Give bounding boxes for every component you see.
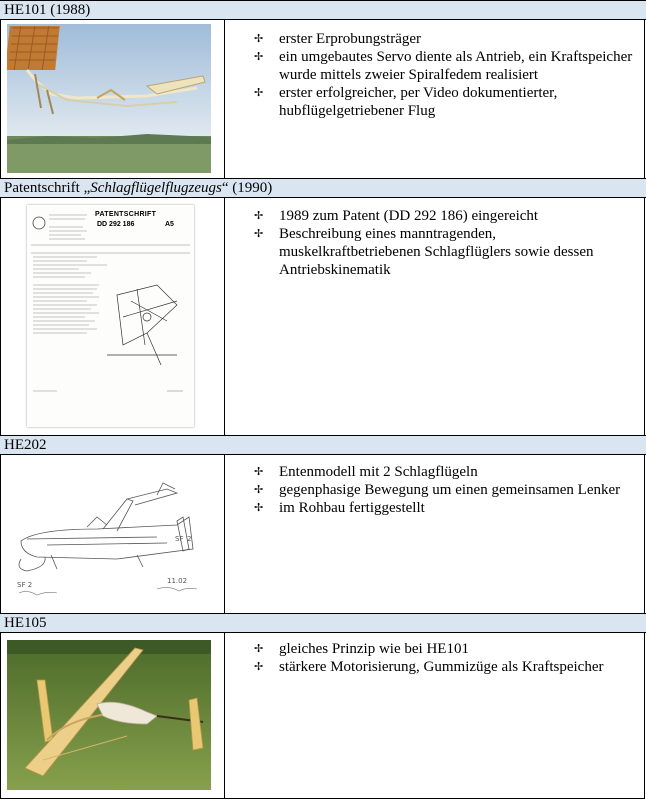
list-item: ✢ ein umgebautes Servo diente als Antrieb, ein Kraftspeicher wurde mittels zweier Spiralfedem realisiert [254,49,633,83]
list-item: ✢ 1989 zum Patent (DD 292 186) eingereicht [254,208,539,224]
list-item: ✢ gegenphasige Bewegung um einen gemeinsamen Lenker [254,482,621,498]
bullet-marker-icon: ✢ [254,661,264,673]
svg-text:11.02: 11.02 [167,577,188,585]
he101-bullet-list [254,30,638,120]
he202-sketch [7,459,211,609]
column-divider [224,20,225,178]
he105-bullet-list [254,640,638,676]
list-item: ✢ Entenmodell mit 2 Schlagflügeln [254,464,478,480]
bullet-marker-icon: ✢ [254,87,264,99]
row-header-patent: Patentschrift „Schlagflügelflugzeugs“ (1990) [0,178,646,198]
bullet-marker-icon: ✢ [254,484,264,496]
patent-heading: PATENTSCHRIFT [95,211,157,218]
he202-bullet-list [254,463,646,517]
he105-photo [7,640,211,790]
bullet-marker-icon: ✢ [254,502,264,514]
patent-number: DD 292 186 [97,221,135,228]
svg-text:2: 2 [187,535,192,543]
bullet-marker-icon: ✢ [254,228,264,240]
column-divider [224,633,225,799]
bullet-marker-icon: ✢ [254,643,264,655]
patent-title-italic: Schlagflügelflugzeugs [90,180,222,196]
row-header-he105 [0,613,646,633]
svg-text:SF 2: SF 2 [17,581,33,589]
list-item: ✢ erster erfolgreicher, per Video dokumentierter, hubflügelgetriebener Flug [254,85,558,119]
bullet-marker-icon: ✢ [254,51,264,63]
patent-kind: A5 [165,221,174,228]
list-item: ✢ erster Erprobungsträger [254,31,422,47]
column-divider [224,198,225,435]
row-title: HE101 (1988) [4,2,91,18]
row-header-he202 [0,435,646,455]
list-item: ✢ gleiches Prinzip wie bei HE101 [254,641,469,657]
patent-bullet-list [254,207,638,279]
list-item: ✢ im Rohbau fertiggestellt [254,500,425,516]
he101-photo [7,24,211,173]
list-item: ✢ stärkere Motorisierung, Gummizüge als Kraftspeicher [254,659,604,675]
column-divider [224,455,225,613]
list-item: ✢ Beschreibung eines manntragenden, muskelkraftbetriebenen Schlagflüglers sowie dessen Antriebskinematik [254,226,594,278]
svg-text:SF: SF [175,535,184,543]
bullet-marker-icon: ✢ [254,466,264,478]
patent-document-image [7,203,211,431]
row-title: HE202 [4,437,47,453]
row-title: HE105 [4,615,47,631]
row-header-he101 [0,0,646,20]
bullet-marker-icon: ✢ [254,33,264,45]
bullet-marker-icon: ✢ [254,210,264,222]
